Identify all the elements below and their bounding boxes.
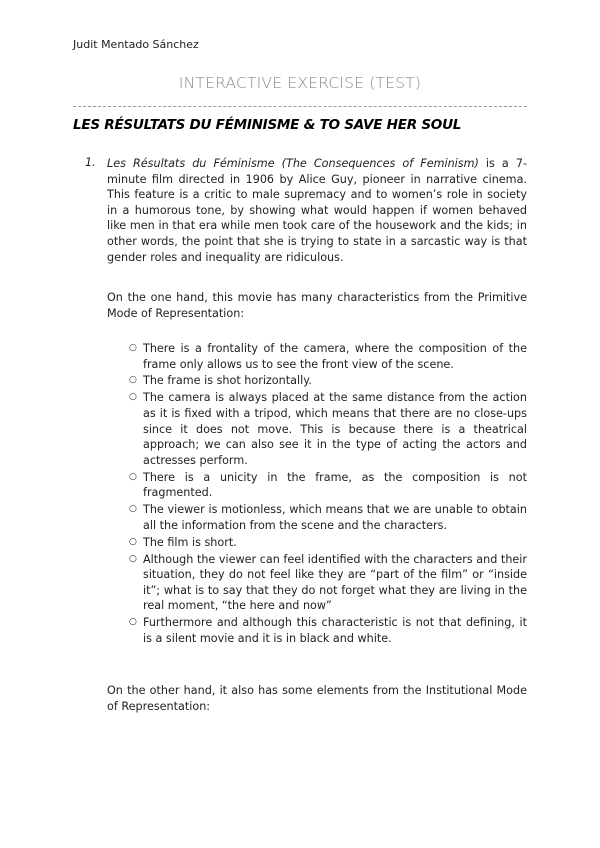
hollow-circle-bullet-icon: ○	[129, 504, 137, 515]
hollow-circle-bullet-icon: ○	[129, 471, 137, 482]
list-item	[131, 341, 527, 372]
characteristics-list	[131, 341, 527, 648]
list-item-text: Furthermore and although this characteristic is not that defining, it is a silent movie and it is in black and white.	[143, 616, 527, 645]
document-title: INTERACTIVE EXERCISE (TEST)	[178, 74, 422, 92]
list-number: 1.	[85, 156, 96, 169]
list-item-text: There is a frontality of the camera, where the composition of the frame only allows us to see the front view of the scene.	[143, 342, 527, 371]
list-item-text: The film is short.	[143, 535, 237, 549]
hollow-circle-bullet-icon: ○	[129, 392, 137, 403]
film-title: Les Résultats du Féminisme (The Consequences of Feminism)	[107, 157, 479, 170]
section-heading: LES RÉSULTATS DU FÉMINISME & TO SAVE HER SOUL	[73, 117, 462, 133]
list-item-text: There is a unicity in the frame, as the composition is not fragmented.	[143, 470, 527, 500]
list-item-text: The viewer is motionless, which means that we are unable to obtain all the information from the scene and the characters.	[143, 503, 527, 532]
hollow-circle-bullet-icon: ○	[129, 536, 137, 547]
author-name: Judit Mentado Sánchez	[73, 38, 199, 51]
institutional-mode-intro: On the other hand, it also has some elements from the Institutional Mode of Representation:	[107, 684, 527, 713]
hollow-circle-bullet-icon: ○	[129, 617, 137, 628]
intro-paragraph	[107, 156, 527, 265]
list-item-text: Although the viewer can feel identified with the characters and their situation, they do not feel like they are “part of the film” or “inside it”; what is to say that they do not forget what they are living in the real moment, “the here and now”	[143, 552, 527, 613]
list-item	[131, 502, 527, 533]
list-item	[131, 390, 527, 468]
title-divider	[73, 106, 527, 107]
hollow-circle-bullet-icon: ○	[129, 343, 137, 353]
list-item	[131, 552, 527, 614]
primitive-mode-intro: On the one hand, this movie has many characteristics from the Primitive Mode of Representation:	[107, 291, 527, 320]
hollow-circle-bullet-icon: ○	[129, 375, 137, 386]
list-item	[131, 373, 527, 389]
list-item-text: The camera is always placed at the same distance from the action as it is fixed with a tripod, which means that there are no close-ups since it does not move. This is because there is a theatrical approach; we can also see it in the type of acting the actors and actresses perform.	[143, 391, 527, 467]
intro-text: is a 7-minute film directed in 1906 by Alice Guy, pioneer in narrative cinema. This feature is a critic to male supremacy and to women’s role in society in a humorous tone, by showing what would happen if women behaved like men in that era while men took care of the housework and the kids; in other words, the point that she is trying to state in a sarcastic way is that gender roles and inequality are ridiculous.	[107, 157, 527, 264]
list-item	[131, 615, 527, 646]
hollow-circle-bullet-icon: ○	[129, 553, 137, 564]
list-item	[131, 470, 527, 501]
list-item-text: The frame is shot horizontally.	[143, 374, 312, 388]
list-item	[131, 535, 527, 551]
